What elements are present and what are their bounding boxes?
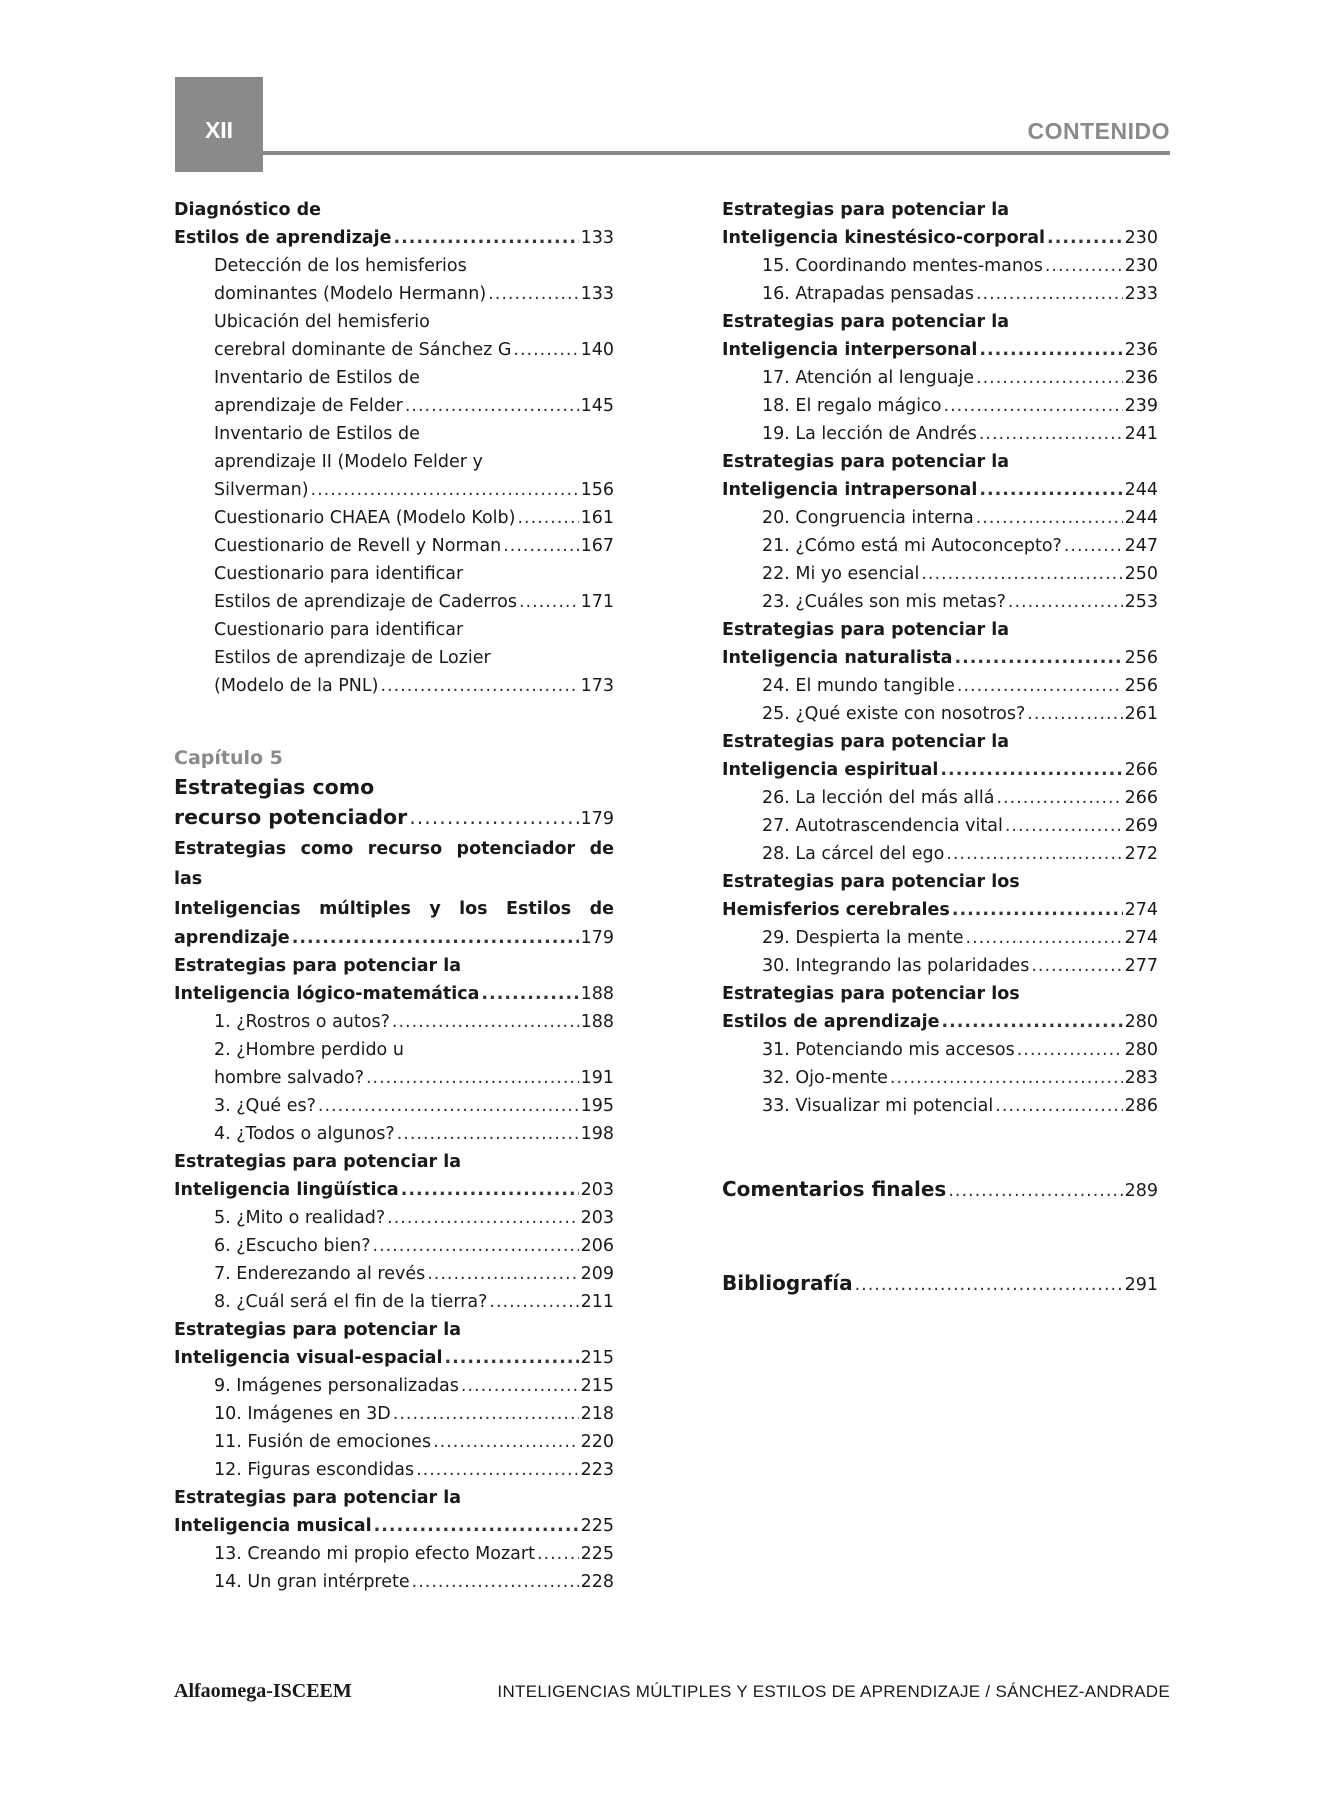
toc-entry-title: 7. Enderezando al revés (214, 1264, 426, 1284)
toc-section-entry (722, 896, 1158, 924)
toc-leader (1064, 532, 1123, 560)
toc-entry-title: 32. Ojo-mente (762, 1068, 888, 1088)
toc-page-number: 230 (1124, 228, 1158, 248)
toc-page-number: 244 (1124, 480, 1158, 500)
toc-leader (503, 532, 578, 560)
toc-section-entry (722, 644, 1158, 672)
toc-entry-title: 24. El mundo tangible (762, 676, 955, 696)
toc-entry-title: 17. Atención al lenguaje (762, 368, 975, 388)
toc-subentry-line: Estilos de aprendizaje de Lozier (214, 648, 491, 668)
toc-entry-title: hombre salvado? (214, 1068, 364, 1088)
toc-leader (366, 1064, 579, 1092)
toc-section-heading: Estrategias para potenciar los (722, 872, 1020, 892)
toc-entry-title: dominantes (Modelo Hermann) (214, 284, 487, 304)
toc-left-column (174, 196, 614, 1596)
toc-leader (444, 1344, 578, 1372)
toc-section-entry (722, 1008, 1158, 1036)
toc-page-number: 266 (1124, 788, 1158, 808)
toc-section (174, 1484, 614, 1596)
toc-leader (433, 1428, 579, 1456)
toc-leader (392, 1008, 579, 1036)
toc-subentry (722, 840, 1158, 868)
toc-subentry (722, 392, 1158, 420)
toc-entry-title: 22. Mi yo esencial (762, 564, 920, 584)
toc-leader (966, 924, 1123, 952)
toc-leader (952, 896, 1123, 924)
toc-subentry (174, 588, 614, 616)
toc-entry-title: 5. ¿Mito o realidad? (214, 1208, 386, 1228)
toc-subentry-line: Detección de los hemisferios (214, 256, 467, 276)
chapter-title: Estrategias como (174, 775, 375, 799)
toc-subentry (722, 784, 1158, 812)
toc-entry-title: 28. La cárcel del ego (762, 844, 945, 864)
toc-leader (946, 840, 1122, 868)
toc-section (174, 1148, 614, 1316)
toc-page-number: 253 (1124, 592, 1158, 612)
toc-page-number: 191 (580, 1068, 614, 1088)
toc-page-number: 220 (580, 1432, 614, 1452)
toc-leader (318, 1092, 579, 1120)
toc-subentry (722, 560, 1158, 588)
toc-page-number: 266 (1124, 760, 1158, 780)
toc-subentry (174, 1064, 614, 1092)
footer-book-title: INTELIGENCIAS MÚLTIPLES Y ESTILOS DE APRENDIZAJE / SÁNCHEZ-ANDRADE (497, 1682, 1170, 1701)
toc-section-heading: Estrategias para potenciar la (722, 200, 1010, 220)
toc-entry-title: Inteligencia kinestésico-corporal (722, 228, 1046, 248)
toc-page-number: 145 (580, 396, 614, 416)
toc-subentry (174, 672, 614, 700)
toc-leader (921, 560, 1122, 588)
toc-section (174, 952, 614, 1148)
toc-subentry (174, 1568, 614, 1596)
toc-subentry (174, 1204, 614, 1232)
toc-subentry (174, 1120, 614, 1148)
toc-subentry (174, 1400, 614, 1428)
toc-subentry (722, 812, 1158, 840)
toc-entry-title: Cuestionario CHAEA (Modelo Kolb) (214, 508, 516, 528)
toc-subentry (174, 336, 614, 364)
toc-page-number: 241 (1124, 424, 1158, 444)
toc-page-number: 239 (1124, 396, 1158, 416)
toc-leader (976, 280, 1123, 308)
toc-page-number: 203 (580, 1180, 614, 1200)
toc-entry-title: 30. Integrando las polaridades (762, 956, 1030, 976)
toc-section-entry (174, 1512, 614, 1540)
toc-leader (1027, 700, 1122, 728)
toc-page-number: 233 (1124, 284, 1158, 304)
toc-section-entry (174, 980, 614, 1008)
toc-section (722, 728, 1158, 868)
toc-leader (374, 1512, 579, 1540)
toc-section-heading: Estrategias para potenciar la (722, 732, 1010, 752)
toc-section-heading: Estrategias para potenciar la (722, 452, 1010, 472)
toc-leader (401, 1176, 579, 1204)
toc-subentry (174, 392, 614, 420)
toc-leader (1017, 1036, 1123, 1064)
toc-section-entry (722, 224, 1158, 252)
toc-leader (397, 1120, 579, 1148)
toc-leader (519, 588, 579, 616)
toc-subentry (174, 532, 614, 560)
toc-page-number: 269 (1124, 816, 1158, 836)
toc-heading: Diagnóstico de (174, 200, 322, 220)
toc-subentry (722, 1064, 1158, 1092)
toc-leader (537, 1540, 579, 1568)
toc-section (722, 308, 1158, 448)
toc-page-number: 225 (580, 1516, 614, 1536)
toc-entry-title: Inteligencia intrapersonal (722, 480, 978, 500)
toc-leader (393, 1400, 579, 1428)
toc-leader (1005, 812, 1123, 840)
toc-subentry (722, 364, 1158, 392)
toc-leader (517, 504, 578, 532)
toc-subentry (722, 1092, 1158, 1120)
toc-page-number: 272 (1124, 844, 1158, 864)
toc-subentry (174, 1428, 614, 1456)
toc-section-heading: Estrategias para potenciar la (722, 312, 1010, 332)
toc-section (722, 868, 1158, 980)
toc-entry-title: 14. Un gran intérprete (214, 1572, 410, 1592)
toc-page-number: 215 (580, 1348, 614, 1368)
toc-entry-title: Inteligencia interpersonal (722, 340, 978, 360)
toc-subentry-line: Ubicación del hemisferio (214, 312, 430, 332)
toc-leader (513, 336, 578, 364)
toc-entry-title: 23. ¿Cuáles son mis metas? (762, 592, 1006, 612)
toc-leader (979, 420, 1123, 448)
toc-subentry (722, 588, 1158, 616)
toc-section (174, 1316, 614, 1484)
toc-subentry-line: Cuestionario para identificar (214, 620, 464, 640)
toc-page-number: 218 (580, 1404, 614, 1424)
toc-entry-title: 19. La lección de Andrés (762, 424, 977, 444)
toc-leader (380, 672, 578, 700)
toc-subentry (722, 420, 1158, 448)
page-number-tab (175, 77, 263, 172)
toc-subentry (174, 1288, 614, 1316)
toc-leader (311, 476, 579, 504)
toc-leader (995, 1092, 1122, 1120)
toc-leader (1008, 588, 1123, 616)
toc-page-number: 171 (580, 592, 614, 612)
toc-subentry (174, 504, 614, 532)
toc-entry: Estilos de aprendizaje ..... 133 (174, 224, 614, 252)
toc-page-number: 188 (580, 984, 614, 1004)
section-title: CONTENIDO (1027, 118, 1170, 144)
toc-page-number: 256 (1124, 676, 1158, 696)
toc-leader (1031, 952, 1122, 980)
toc-page-number: 215 (580, 1376, 614, 1396)
toc-subentry-line: 2. ¿Hombre perdido u (214, 1040, 404, 1060)
toc-page-number: 198 (580, 1124, 614, 1144)
header-rule (263, 151, 1170, 155)
toc-leader (427, 1260, 578, 1288)
toc-subentry (722, 672, 1158, 700)
toc-page-number: 247 (1124, 536, 1158, 556)
toc-entry-title: Inteligencia visual-espacial (174, 1348, 443, 1368)
toc-section-heading: Estrategias para potenciar la (174, 1152, 462, 1172)
toc-subentry (722, 532, 1158, 560)
toc-subentry (722, 504, 1158, 532)
toc-page-number: 223 (580, 1460, 614, 1480)
toc-entry-title: 4. ¿Todos o algunos? (214, 1124, 395, 1144)
toc-entry-title: 25. ¿Qué existe con nosotros? (762, 704, 1026, 724)
toc-entry-title: 16. Atrapadas pensadas (762, 284, 974, 304)
toc-entry-title: 21. ¿Cómo está mi Autoconcepto? (762, 536, 1062, 556)
toc-section-entry (174, 1344, 614, 1372)
toc-entry-title: 18. El regalo mágico (762, 396, 942, 416)
toc-section-entry (722, 756, 1158, 784)
toc-leader (416, 1456, 579, 1484)
toc-leader (979, 336, 1122, 364)
toc-page-number: 173 (580, 676, 614, 696)
toc-leader (996, 784, 1122, 812)
toc-heading: Inteligencias múltiples y los Estilos de (174, 899, 614, 919)
toc-page-number: 277 (1124, 956, 1158, 976)
toc-page-number: 140 (580, 340, 614, 360)
toc-subentry (722, 252, 1158, 280)
toc-leader (488, 280, 578, 308)
toc-entry-title: 6. ¿Escucho bien? (214, 1236, 371, 1256)
toc-page-number: 167 (580, 536, 614, 556)
toc-subentry (174, 280, 614, 308)
toc-entry-title: Hemisferios cerebrales (722, 900, 950, 920)
toc-subentry (722, 700, 1158, 728)
toc-entry: aprendizaje ..... 179 (174, 924, 614, 952)
toc-subentry (174, 1260, 614, 1288)
toc-section (722, 196, 1158, 308)
toc-leader (979, 476, 1122, 504)
toc-entry-title: Cuestionario de Revell y Norman (214, 536, 502, 556)
toc-entry-title: Inteligencia lógico-matemática (174, 984, 480, 1004)
toc-entry-title: 20. Congruencia interna (762, 508, 974, 528)
toc-entry-title: Inteligencia espiritual (722, 760, 939, 780)
page-number: XII (204, 117, 234, 143)
toc-leader (957, 672, 1123, 700)
toc-entry: recurso potenciador ..... 179 (174, 802, 614, 834)
toc-entry-title: 13. Creando mi propio efecto Mozart (214, 1544, 535, 1564)
toc-section-entry (722, 476, 1158, 504)
toc-subentry (722, 280, 1158, 308)
toc-entry-title: 15. Coordinando mentes-manos (762, 256, 1043, 276)
toc-entry-title: cerebral dominante de Sánchez G (214, 340, 512, 360)
toc-entry-title: 11. Fusión de emociones (214, 1432, 432, 1452)
toc-page-number: 225 (580, 1544, 614, 1564)
toc-page-number: 274 (1124, 900, 1158, 920)
toc-entry-title: 27. Autotrascendencia vital (762, 816, 1003, 836)
toc-section-heading: Estrategias para potenciar la (174, 1488, 462, 1508)
toc-subentry-line: Inventario de Estilos de (214, 368, 420, 388)
toc-entry-bibliography: Bibliografía ..... 291 (722, 1268, 1158, 1300)
toc-section (722, 980, 1158, 1120)
toc-entry-title: 1. ¿Rostros o autos? (214, 1012, 390, 1032)
toc-entry-final-comments: Comentarios finales ..... 289 (722, 1174, 1158, 1206)
toc-entry-title: 31. Potenciando mis accesos (762, 1040, 1015, 1060)
toc-page-number: 188 (580, 1012, 614, 1032)
toc-page-number: 286 (1124, 1096, 1158, 1116)
toc-leader (941, 1008, 1122, 1036)
toc-page-number: 133 (580, 284, 614, 304)
toc-subentry-line: Inventario de Estilos de (214, 424, 420, 444)
toc-leader (954, 644, 1122, 672)
toc-page-number: 236 (1124, 368, 1158, 388)
toc-subentry (174, 1092, 614, 1120)
toc-entry-title: 9. Imágenes personalizadas (214, 1376, 459, 1396)
toc-page-number: 156 (580, 480, 614, 500)
toc-section-heading: Estrategias para potenciar la (174, 1320, 462, 1340)
toc-leader (890, 1064, 1123, 1092)
toc-page-number: 195 (580, 1096, 614, 1116)
toc-page-number: 244 (1124, 508, 1158, 528)
toc-section-heading: Estrategias para potenciar los (722, 984, 1020, 1004)
toc-section-heading: Estrategias para potenciar la (174, 956, 462, 976)
toc-page-number: 228 (580, 1572, 614, 1592)
toc-page-number: 211 (580, 1292, 614, 1312)
toc-page-number: 203 (580, 1208, 614, 1228)
toc-entry-title: Silverman) (214, 480, 309, 500)
toc-subentry (174, 1372, 614, 1400)
toc-section (722, 448, 1158, 616)
toc-page-number: 261 (1124, 704, 1158, 724)
toc-page-number: 274 (1124, 928, 1158, 948)
toc-entry-title: 10. Imágenes en 3D (214, 1404, 391, 1424)
toc-leader (387, 1204, 578, 1232)
toc-section-entry (722, 336, 1158, 364)
toc-leader (373, 1232, 579, 1260)
toc-leader (481, 980, 578, 1008)
toc-subentry (174, 1232, 614, 1260)
toc-subentry (174, 1540, 614, 1568)
toc-entry-title: Estilos de aprendizaje (722, 1012, 940, 1032)
toc-leader (976, 504, 1123, 532)
toc-entry-title: 29. Despierta la mente (762, 928, 964, 948)
toc-page-number: 209 (580, 1264, 614, 1284)
toc-entry-title: 26. La lección del más allá (762, 788, 995, 808)
toc-leader (1047, 224, 1123, 252)
toc-entry-title: Estilos de aprendizaje de Caderros (214, 592, 517, 612)
toc-leader (405, 392, 579, 420)
toc-page-number: 230 (1124, 256, 1158, 276)
toc-entry-title: (Modelo de la PNL) (214, 676, 379, 696)
toc-leader (944, 392, 1123, 420)
toc-page-number: 280 (1124, 1040, 1158, 1060)
toc-page-number: 161 (580, 508, 614, 528)
toc-entry-title: Inteligencia lingüística (174, 1180, 399, 1200)
toc-entry-title: 33. Visualizar mi potencial (762, 1096, 994, 1116)
toc-entry-title: Inteligencia naturalista (722, 648, 953, 668)
toc-subentry (174, 1008, 614, 1036)
toc-subentry (174, 1456, 614, 1484)
toc-subentry-line: aprendizaje II (Modelo Felder y (214, 452, 483, 472)
toc-entry-title: 8. ¿Cuál será el fin de la tierra? (214, 1292, 488, 1312)
toc-page-number: 280 (1124, 1012, 1158, 1032)
toc-entry-title: 3. ¿Qué es? (214, 1096, 316, 1116)
toc-subentry (722, 1036, 1158, 1064)
toc-section-entry (174, 1176, 614, 1204)
toc-heading: Estrategias como recurso potenciador de las (174, 839, 614, 889)
toc-leader (461, 1372, 579, 1400)
toc-leader (976, 364, 1123, 392)
chapter-label: Capítulo 5 (174, 747, 283, 769)
toc-leader (1045, 252, 1123, 280)
toc-subentry (722, 952, 1158, 980)
toc-entry-title: Inteligencia musical (174, 1516, 372, 1536)
toc-subentry (174, 476, 614, 504)
toc-leader (412, 1568, 579, 1596)
toc-page-number: 283 (1124, 1068, 1158, 1088)
footer-publisher: Alfaomega-ISCEEM (174, 1680, 352, 1702)
toc-section-heading: Estrategias para potenciar la (722, 620, 1010, 640)
toc-page-number: 236 (1124, 340, 1158, 360)
toc-subentry (722, 924, 1158, 952)
toc-right-column (722, 196, 1158, 1300)
toc-leader (489, 1288, 578, 1316)
toc-section (722, 616, 1158, 728)
toc-subentry-line: Cuestionario para identificar (214, 564, 464, 584)
toc-page-number: 250 (1124, 564, 1158, 584)
toc-page-number: 256 (1124, 648, 1158, 668)
toc-leader (940, 756, 1122, 784)
toc-page-number: 206 (580, 1236, 614, 1256)
toc-entry-title: aprendizaje de Felder (214, 396, 403, 416)
toc-entry-title: 12. Figuras escondidas (214, 1460, 415, 1480)
